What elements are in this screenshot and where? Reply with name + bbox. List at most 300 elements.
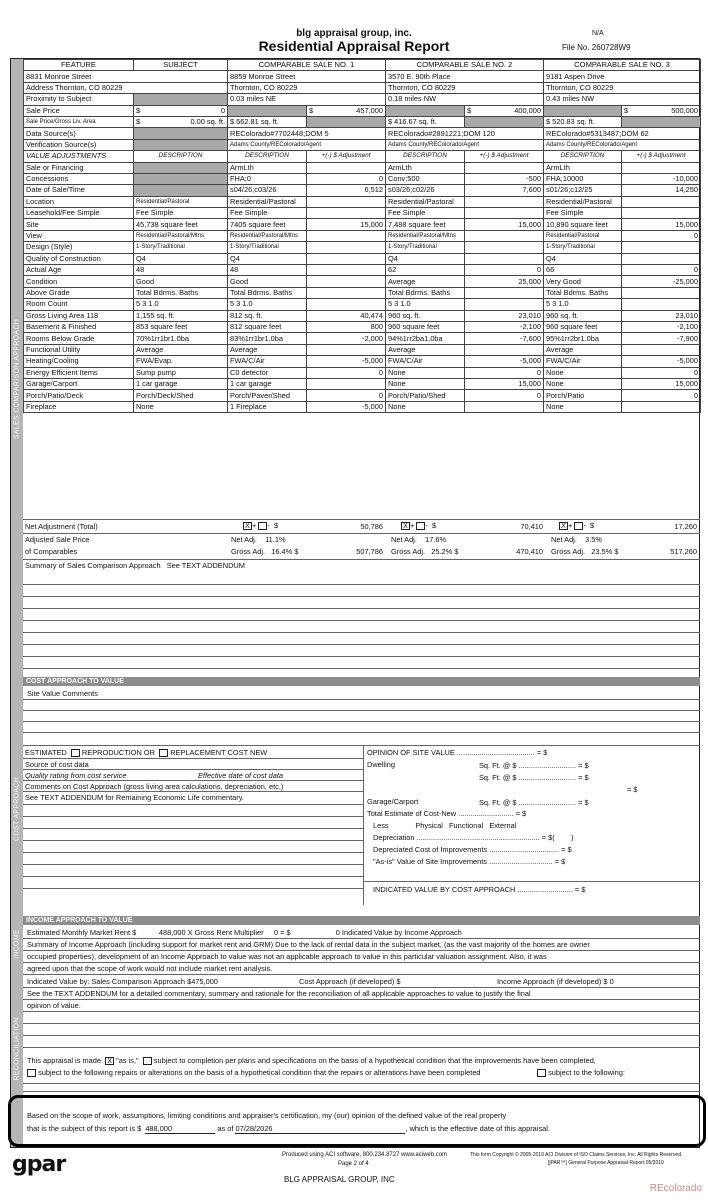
blank-line <box>23 816 363 817</box>
comp-value: 1 car garage <box>228 378 307 389</box>
adjustment-value <box>622 242 701 253</box>
plus-checkbox[interactable]: X <box>559 522 568 530</box>
comp-value: 94%1rr2ba1.0ba <box>386 333 465 344</box>
replacement-checkbox[interactable] <box>159 749 168 757</box>
subject-sale-price-value: 0 <box>220 105 225 115</box>
gpar-logo: gpar <box>12 1152 66 1177</box>
table-row <box>24 367 701 378</box>
table-row <box>24 310 701 321</box>
table-row <box>24 162 701 173</box>
indicated-cost-label: INDICATED VALUE BY COST APPROACH <box>373 885 516 894</box>
depreciated-cost-row: Depreciated Cost of Improvements .................................. = $ <box>373 845 572 854</box>
sidebar-income: INCOME <box>13 929 21 959</box>
indicated-value-by: Indicated Value by: Sales Comparison Approach $475,000 <box>27 977 218 986</box>
adjustment-value: -5,000 <box>465 356 544 367</box>
comp-value: FHA;0 <box>228 173 307 184</box>
comp-value: 960 sq. ft. <box>544 310 622 321</box>
sidebar-cost: COST APPROACH <box>13 776 21 842</box>
adjustment-value <box>307 253 386 264</box>
comp3-price-gla: $ 520.83 sq. ft. <box>544 116 622 127</box>
adjustment-value <box>465 401 544 412</box>
minus-checkbox[interactable] <box>258 522 267 530</box>
comp-value: Average <box>228 344 307 355</box>
sqft-unit: sq. ft. <box>576 117 595 127</box>
indicated-income: 0 Indicated Value by Income Approach <box>335 928 462 937</box>
sales-summary-value: See TEXT ADDENDUM <box>166 561 245 570</box>
subject-value: FWA/Evap. <box>134 356 228 367</box>
net-adjustment-label: Net Adjustment (Total) <box>25 522 98 531</box>
recon-see-text2: opinion of value. <box>27 1001 81 1010</box>
cost-approach-header: COST APPROACH TO VALUE <box>23 677 700 686</box>
comp1-address-line1: 8859 Monroe Street <box>228 71 386 82</box>
made-as-is-label: This appraisal is made <box>27 1056 101 1065</box>
comp3-data-source: REColorado#5313487;DOM 62 <box>544 128 701 139</box>
blank-line <box>23 620 700 621</box>
comp3-header: COMPARABLE SALE NO. 3 <box>544 60 701 71</box>
completion-option: subject to completion per plans and specifications on the basis of a hypothetical condition that the improvements have been completed, <box>153 1056 596 1065</box>
adjustment-value: -10,000 <box>622 173 701 184</box>
comp-value: 95%1rr2br1.0ba <box>544 333 622 344</box>
comp3-description-header: DESCRIPTION <box>544 151 622 162</box>
reproduction-checkbox[interactable] <box>71 749 80 757</box>
adjustment-value: -2,000 <box>307 333 386 344</box>
comp3-gross-pct-value: 23.5% <box>591 547 613 556</box>
row-label: Location <box>24 196 134 207</box>
comp-value: 7,488 square feet <box>386 219 465 230</box>
blank-line <box>23 721 700 722</box>
footer-company: BLG APPRAISAL GROUP, INC <box>284 1175 395 1184</box>
dwelling-sqft-2: Sq. Ft. @ $ ............................ = $ <box>479 773 589 782</box>
blank-line <box>23 864 363 865</box>
as-is-checkbox[interactable]: X <box>105 1057 114 1065</box>
adjustment-value: 25,000 <box>465 276 544 287</box>
comp-value: 5 3 1.0 <box>386 299 465 310</box>
subject-header: SUBJECT <box>134 60 228 71</box>
replacement-label: REPLACEMENT COST NEW <box>170 748 268 757</box>
row-label: Room Count <box>24 299 134 310</box>
comp1-gross-pct-value: 16.4% <box>271 547 293 556</box>
garage-row <box>367 797 418 806</box>
physical-label: Physical <box>415 821 443 830</box>
adjustment-value: 0 <box>622 265 701 276</box>
row-label: Condition <box>24 276 134 287</box>
subject-shade <box>134 94 228 105</box>
table-row <box>24 321 701 332</box>
sqft-unit: sq. ft. <box>206 117 225 127</box>
comp3-proximity: 0.43 miles NW <box>544 94 701 105</box>
adjustment-value: -7,600 <box>465 333 544 344</box>
comp3-sale-price-value: 500,000 <box>671 105 698 115</box>
blank-line <box>23 876 363 877</box>
blank-line <box>23 668 700 669</box>
final-value-highlight <box>8 1095 706 1147</box>
garage-sqft: Sq. Ft. @ $ ............................ = $ <box>479 798 589 807</box>
adjustment-value <box>307 299 386 310</box>
adjustment-value <box>465 253 544 264</box>
adjustment-value <box>622 253 701 264</box>
comp2-proximity: 0.18 miles NW <box>386 94 544 105</box>
monthly-rent-label: Estimated Monthly Market Rent $ <box>27 928 137 937</box>
adjustment-value: 23,010 <box>622 310 701 321</box>
sales-summary <box>25 561 245 570</box>
comp1-address-line2: Thornton, CO 80229 <box>228 82 386 93</box>
sidebar-recon: RECONCILIATION <box>13 1017 21 1081</box>
form-id: [jPAR™] General Purpose Appraisal Report 05/2010 <box>548 1160 664 1166</box>
table-row <box>24 299 701 310</box>
appraisal-made-row <box>27 1056 596 1065</box>
subject-value <box>134 162 228 173</box>
following-option: subject to the following: <box>548 1068 625 1077</box>
adjustment-value: 800 <box>307 321 386 332</box>
comp-value: 83%1rr1br1.0ba <box>228 333 307 344</box>
comp1-verification: Adams County/REColorado/Agent <box>228 139 386 150</box>
sqft-at-label: Sq. Ft. @ $ <box>479 798 517 807</box>
subject-value: None <box>134 401 228 412</box>
table-row <box>24 390 701 401</box>
comp3-net-adjustment: 17,260 <box>674 522 697 531</box>
comp1-net-checks: X + - $ <box>243 521 278 530</box>
comp-value: 5 3 1.0 <box>228 299 307 310</box>
blank-line <box>23 632 700 633</box>
comp1-gross-pct: Gross Adj. 16.4% $ <box>231 547 299 556</box>
row-label: Rooms Below Grade <box>24 333 134 344</box>
comp-value: None <box>386 378 465 389</box>
comp-value: 48 <box>228 265 307 276</box>
adjustment-value <box>622 196 701 207</box>
adjustment-value <box>307 276 386 287</box>
adjustment-value: 40,474 <box>307 310 386 321</box>
comp-value: None <box>544 367 622 378</box>
adjustment-value <box>307 230 386 241</box>
adjustment-value: 0 <box>307 390 386 401</box>
subject-value: Sump pump <box>134 367 228 378</box>
external-label: External <box>489 821 517 830</box>
table-row <box>24 185 701 196</box>
as-of-label: as of <box>217 1124 234 1133</box>
adjustment-value <box>465 162 544 173</box>
comp2-adjustment-header: +(-) $ Adjustment <box>465 151 544 162</box>
comp2-header: COMPARABLE SALE NO. 2 <box>386 60 544 71</box>
adjustment-value: 15,000 <box>465 378 544 389</box>
comp1-net-adjustment: 50,786 <box>360 522 383 531</box>
subject-value: 1-Story/Traditional <box>134 242 228 253</box>
comp-value: ArmLth <box>544 162 622 173</box>
repairs-checkbox[interactable] <box>27 1069 36 1077</box>
adjustment-value <box>307 344 386 355</box>
table-row <box>24 356 701 367</box>
effective-date-label: Effective date of cost data <box>198 771 284 780</box>
opinion-site-label: OPINION OF SITE VALUE <box>367 748 455 757</box>
adjustment-value <box>465 230 544 241</box>
site-value-comments: Site Value Comments <box>27 689 98 698</box>
comp1-price-gla-value: 562.81 <box>236 117 259 127</box>
comp-value: 66 <box>544 265 622 276</box>
comp-value: 1 Fireplace <box>228 401 307 412</box>
final-statement-line1: Based on the scope of work, assumptions, limiting conditions and appraiser's certification, my (our) opinion of the defined value of the real property <box>27 1111 507 1120</box>
section-sidebar <box>11 59 23 1147</box>
subject-value: 1,155 sq. ft. <box>134 310 228 321</box>
comp3-net-pct-value: 3.5% <box>585 535 602 544</box>
indicated-cost-row: INDICATED VALUE BY COST APPROACH ........................... = $ <box>373 885 586 894</box>
comp3-adjusted-price: 517,260 <box>670 547 697 556</box>
as-is-label: "As-is" Value of Site Improvements <box>373 857 487 866</box>
adjustment-value: 0 <box>622 367 701 378</box>
adjustment-value: -5,000 <box>307 356 386 367</box>
blank-line <box>23 888 363 889</box>
comp2-net-pct <box>391 535 446 544</box>
quality-rating-label: Quality rating from cost service <box>25 771 127 780</box>
comp2-net-pct-value: 17.6% <box>425 535 447 544</box>
grm-value: 0 <box>273 928 279 937</box>
file-number <box>562 43 631 52</box>
subject-description-header: DESCRIPTION <box>134 151 228 162</box>
cost-developed: Cost Approach (if developed) $ <box>299 977 401 986</box>
subject-price-gla-value: 0.00 <box>190 117 205 127</box>
plus-checkbox[interactable]: X <box>401 522 410 530</box>
comp1-sale-price: $ 457,000 <box>307 105 386 116</box>
comp-value: 62 <box>386 265 465 276</box>
minus-checkbox[interactable] <box>416 522 425 530</box>
adjustment-value <box>307 208 386 219</box>
comp-value: ArmLth <box>386 162 465 173</box>
row-label: Design (Style) <box>24 242 134 253</box>
adjustment-value <box>465 344 544 355</box>
proximity-label: Proximity to Subject <box>24 94 134 105</box>
subject-price-gla: $ 0.00 sq. ft. <box>134 116 228 127</box>
comp-value: Total Bdrms. Baths <box>544 287 622 298</box>
net-adj-label: Net Adj. <box>231 535 257 544</box>
subject-value: Q4 <box>134 253 228 264</box>
subject-value <box>134 173 228 184</box>
comp-value: FHA;10000 <box>544 173 622 184</box>
row-label: Site <box>24 219 134 230</box>
blank-line <box>23 852 363 853</box>
adjustment-value: -2,100 <box>465 321 544 332</box>
comp2-net-adjustment: 70,410 <box>520 522 543 531</box>
subject-shade <box>134 139 228 150</box>
adjustment-value: 0 <box>307 367 386 378</box>
comp2-shade <box>386 105 465 116</box>
adjustment-value: 15,000 <box>307 219 386 230</box>
adjustment-value: -5,000 <box>622 356 701 367</box>
table-row <box>24 208 701 219</box>
adjustment-value: 7,600 <box>465 185 544 196</box>
adjustment-value <box>465 287 544 298</box>
adjustment-value <box>622 287 701 298</box>
row-label: Above Grade <box>24 287 134 298</box>
comp2-shade <box>465 116 544 127</box>
comp-value: Porch/Patio <box>544 390 622 401</box>
adjustment-value <box>307 196 386 207</box>
comp3-adjustment-header: +(-) $ Adjustment <box>622 151 701 162</box>
comp-value: C0 detector <box>228 367 307 378</box>
feature-header: FEATURE <box>24 60 134 71</box>
adjustment-value <box>622 299 701 310</box>
table-row <box>24 173 701 184</box>
repairs-row <box>27 1068 481 1077</box>
subject-value <box>134 185 228 196</box>
comp-value: Q4 <box>228 253 307 264</box>
reproduction-label: REPRODUCTION OR <box>81 748 156 757</box>
blank-line <box>23 804 363 805</box>
comp-value: 960 square feet <box>544 321 622 332</box>
blank-line <box>23 644 700 645</box>
blank-line <box>23 699 700 700</box>
table-row <box>24 253 701 264</box>
adjustment-value <box>622 162 701 173</box>
recolorado-watermark: REcolorado <box>649 1183 702 1194</box>
sqft-at-label: Sq. Ft. @ $ <box>479 761 517 770</box>
comp-value: Conv;500 <box>386 173 465 184</box>
less-label: Less <box>373 821 389 830</box>
adjustment-value: -500 <box>465 173 544 184</box>
as-is-row: "As-is" Value of Site Improvements ............................... = $ <box>373 857 566 866</box>
row-label: Gross Living Area 118 <box>24 310 134 321</box>
comp1-description-header: DESCRIPTION <box>228 151 307 162</box>
sale-price-label: Sale Price <box>24 105 134 116</box>
depreciation-types <box>373 821 516 830</box>
subject-value: Good <box>134 276 228 287</box>
sqft-unit: sq. ft. <box>418 117 437 127</box>
comp3-address-line1: 9181 Aspen Drive <box>544 71 701 82</box>
dwelling-sqft: Sq. Ft. @ $ ............................ = $ <box>479 761 589 770</box>
subject-value: 853 square feet <box>134 321 228 332</box>
appraisal-form <box>10 58 700 1148</box>
sidebar-sales: SALES COMPARISON APPROACH <box>13 318 21 440</box>
page-number: Page 2 of 4 <box>338 1161 369 1167</box>
subject-value: 48 <box>134 265 228 276</box>
opinion-site-value: OPINION OF SITE VALUE ...................................... = $ <box>367 748 548 757</box>
comp-value: 1-Story/Traditional <box>228 242 307 253</box>
depreciation-label: Depreciation <box>373 833 415 842</box>
comp1-shade <box>307 116 386 127</box>
comp-value: Residential/Pastoral <box>386 196 465 207</box>
comp-value: FWA/C/Air <box>386 356 465 367</box>
comp1-shade <box>228 105 307 116</box>
gross-adj-label: Gross Adj. <box>231 547 266 556</box>
company-name: blg appraisal group, inc. <box>296 28 412 39</box>
row-label: Heating/Cooling <box>24 356 134 367</box>
adjustment-value: 15,000 <box>465 219 544 230</box>
subject-value: Residential/Pastoral/Mtns <box>134 230 228 241</box>
comp-value: None <box>386 367 465 378</box>
net-adj-label: Net Adj. <box>391 535 417 544</box>
dwelling-label: Dwelling <box>367 760 395 769</box>
adjustment-value: 14,250 <box>622 185 701 196</box>
comp1-adjusted-price: 507,786 <box>356 547 383 556</box>
comp-value: Good <box>228 276 307 287</box>
row-label: Fireplace <box>24 401 134 412</box>
see-text-addendum-rel: See TEXT ADDENDUM for Remaining Economic Life commentary. <box>25 793 244 802</box>
comp1-price-gla: $ 562.81 sq. ft. <box>228 116 307 127</box>
comp-value: Q4 <box>386 253 465 264</box>
adjustment-value: 0 <box>622 390 701 401</box>
total-estimate-row: Total Estimate of Cost-New ........................... = $ <box>367 809 527 818</box>
adjustment-value: 0 <box>465 265 544 276</box>
comp2-price-gla-value: 416.67 <box>394 117 417 127</box>
comp-value: 812 square feet <box>228 321 307 332</box>
net-adj-label: Net Adj. <box>551 535 577 544</box>
comp-value: Total Bdrms. Baths <box>228 287 307 298</box>
sqft-unit: sq. ft. <box>260 117 279 127</box>
effective-text: , which is the effective date of this appraisal. <box>405 1124 550 1133</box>
comp3-sale-price: $ 500,000 <box>622 105 701 116</box>
comp2-address-line1: 3570 E. 90th Place <box>386 71 544 82</box>
comp1-proximity: 0.03 miles NE <box>228 94 386 105</box>
comp2-gross-pct: Gross Adj. 25.2% $ <box>391 547 459 556</box>
comp3-net-pct <box>551 535 602 544</box>
value-adjustments-label: VALUE ADJUSTMENTS <box>24 151 134 162</box>
file-no-value: 260728W9 <box>591 43 631 52</box>
row-label: Functional Utility <box>24 344 134 355</box>
comp-value: Fee Simple <box>386 208 465 219</box>
comp-value: 7405 square feet <box>228 219 307 230</box>
comp-value: 10,890 square feet <box>544 219 622 230</box>
comp-value: Average <box>386 276 465 287</box>
comp-value: None <box>544 401 622 412</box>
table-row <box>24 378 701 389</box>
comp3-verification: Adams County/REColorado/Agent <box>544 139 701 150</box>
adjustment-value <box>465 299 544 310</box>
comp3-address-line2: Thornton, CO 80229 <box>544 82 701 93</box>
row-label: Basement & Finished <box>24 321 134 332</box>
subject-value: Total Bdrms. Baths <box>134 287 228 298</box>
produced-by: Produced using ACI software, 800.234.8727 www.aciweb.com <box>282 1152 448 1158</box>
adjustment-value <box>622 401 701 412</box>
adjustment-value: 6,512 <box>307 185 386 196</box>
comp3-net-checks: X + - $ <box>559 521 594 530</box>
income-summary-label: Summary of Income Approach (including support for market rent and GRM) <box>27 940 274 949</box>
adjusted-price-label2: of Comparables <box>25 547 78 556</box>
minus-checkbox[interactable] <box>574 522 583 530</box>
final-value: 488,000 <box>145 1124 215 1134</box>
row-label: Garage/Carport <box>24 378 134 389</box>
adjustment-value <box>465 242 544 253</box>
comp3-shade <box>622 116 701 127</box>
blank-line <box>23 608 700 609</box>
completion-checkbox[interactable] <box>143 1057 152 1065</box>
depreciation-row: Depreciation ............................................................ = $( ) <box>373 833 574 842</box>
table-row <box>24 219 701 230</box>
adjustment-value <box>307 242 386 253</box>
data-source-label: Data Source(s) <box>24 128 134 139</box>
table-row <box>24 196 701 207</box>
address-label: Address <box>26 82 54 92</box>
following-checkbox[interactable] <box>537 1069 546 1077</box>
comp-value: Average <box>544 344 622 355</box>
comp-value: Porch/Paver/Shed <box>228 390 307 401</box>
comp2-price-gla: $ 416.67 sq. ft. <box>386 116 465 127</box>
functional-label: Functional <box>449 821 484 830</box>
comp-value: Residential/Pastoral <box>544 230 622 241</box>
comp3-gross-pct: Gross Adj. 23.5% $ <box>551 547 619 556</box>
adjustment-value: 0 <box>465 367 544 378</box>
comp-value: FWA/C/Air <box>544 356 622 367</box>
blank-line <box>23 584 700 585</box>
table-row <box>24 401 701 412</box>
recon-see-text1: See the TEXT ADDENDUM for a detailed commentary, summary and rationale for the reconciliation of all applicable approaches to value to justify the final <box>27 989 531 998</box>
file-no-label: File No. <box>562 43 590 52</box>
comp-value: Residential/Pastoral/Mtns <box>228 230 307 241</box>
subject-value: 1 car garage <box>134 378 228 389</box>
comp-value: 812 sq. ft. <box>228 310 307 321</box>
adjustment-value: 0 <box>307 173 386 184</box>
adjustment-value <box>307 265 386 276</box>
table-row <box>24 344 701 355</box>
plus-checkbox[interactable]: X <box>243 522 252 530</box>
income-developed: Income Approach (if developed) $ 0 <box>497 977 614 986</box>
row-label: View <box>24 230 134 241</box>
